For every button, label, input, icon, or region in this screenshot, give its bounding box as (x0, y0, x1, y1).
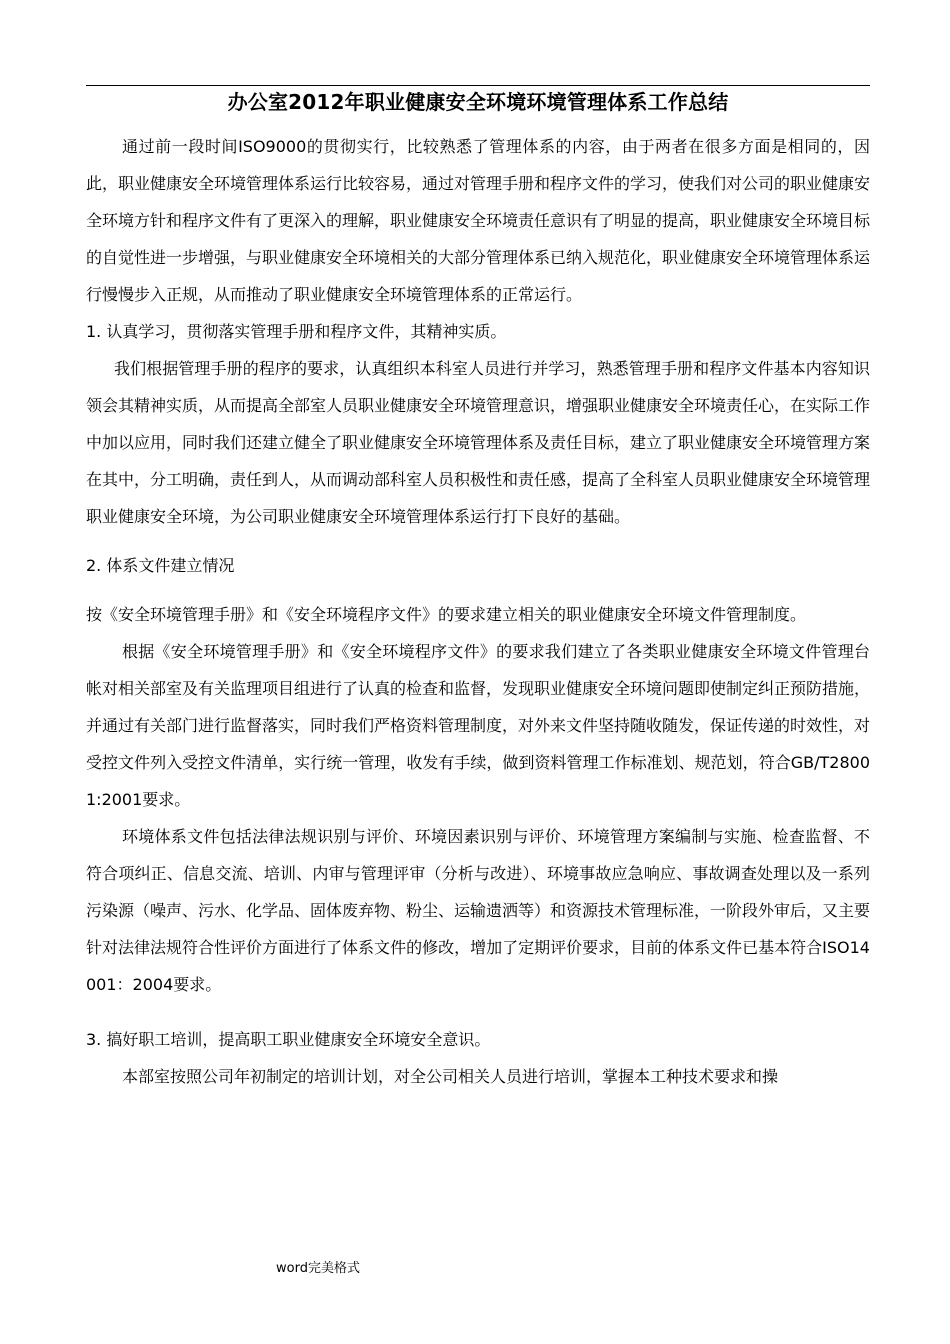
footer-note: word完美格式 (276, 1261, 360, 1276)
section-1-paragraph: 我们根据管理手册的程序的要求，认真组织本科室人员进行并学习，熟悉管理手册和程序文件基本内容知识领会其精神实质，从而提高全部室人员职业健康安全环境管理意识，增强职业健康安全环境责任心，在实际工作中加以应用，同时我们还建立健全了职业健康安全环境管理体系及责任目标，建立了职业健康安全环境管理方案在其中，分工明确，责任到人，从而调动部科室人员积极性和责任感，提高了全科室人员职业健康安全环境管理职业健康安全环境，为公司职业健康安全环境管理体系运行打下良好的基础。 (86, 359, 871, 526)
section-2-paragraph-2: 根据《安全环境管理手册》和《安全环境程序文件》的要求我们建立了各类职业健康安全环境文件管理台帐对相关部室及有关监理项目组进行了认真的检查和监督，发现职业健康安全环境问题即使制定纠正预防措施，并通过有关部门进行监督落实，同时我们严格资料管理制度，对外来文件坚持随收随发，保证传递的时效性，对受控文件列入受控文件清单，实行统一管理，收发有手续，做到资料管理工作标准划、规范划，符合GB/T28001:2001要求。 (86, 642, 871, 809)
section-1-heading: 1. 认真学习，贯彻落实管理手册和程序文件，其精神实质。 (86, 322, 507, 341)
intro-paragraph: 通过前一段时间ISO9000的贯彻实行，比较熟悉了管理体系的内容，由于两者在很多方面是相同的，因此，职业健康安全环境管理体系运行比较容易，通过对管理手册和程序文件的学习，使我们对公司的职业健康安全环境方针和程序文件有了更深入的理解，职业健康安全环境责任意识有了明显的提高，职业健康安全环境目标的自觉性进一步增强，与职业健康安全环境相关的大部分管理体系已纳入规范化，职业健康安全环境管理体系运行慢慢步入正规，从而推动了职业健康安全环境管理体系的正常运行。 (86, 137, 871, 304)
section-3-heading: 3. 搞好职工培训，提高职工职业健康安全环境安全意识。 (86, 1030, 491, 1049)
document-title: 办公室2012年职业健康安全环境环境管理体系工作总结 (227, 90, 729, 114)
header-rule (86, 85, 870, 86)
section-2-paragraph-3: 环境体系文件包括法律法规识别与评价、环境因素识别与评价、环境管理方案编制与实施、检查监督、不符合项纠正、信息交流、培训、内审与管理评审（分析与改进）、环境事故应急响应、事故调查处理以及一系列污染源（噪声、污水、化学品、固体废弃物、粉尘、运输遗洒等）和资源技术管理标准，一阶段外审后，又主要针对法律法规符合性评价方面进行了体系文件的修改，增加了定期评价要求，目前的体系文件已基本符合ISO14001：2004要求。 (86, 827, 871, 994)
section-2-heading: 2. 体系文件建立情况 (86, 556, 235, 575)
section-2-paragraph-1: 按《安全环境管理手册》和《安全环境程序文件》的要求建立相关的职业健康安全环境文件管理制度。 (86, 605, 807, 624)
section-3-paragraph: 本部室按照公司年初制定的培训计划，对全公司相关人员进行培训，掌握本工种技术要求和操 (122, 1067, 779, 1086)
document-body (86, 128, 870, 1095)
